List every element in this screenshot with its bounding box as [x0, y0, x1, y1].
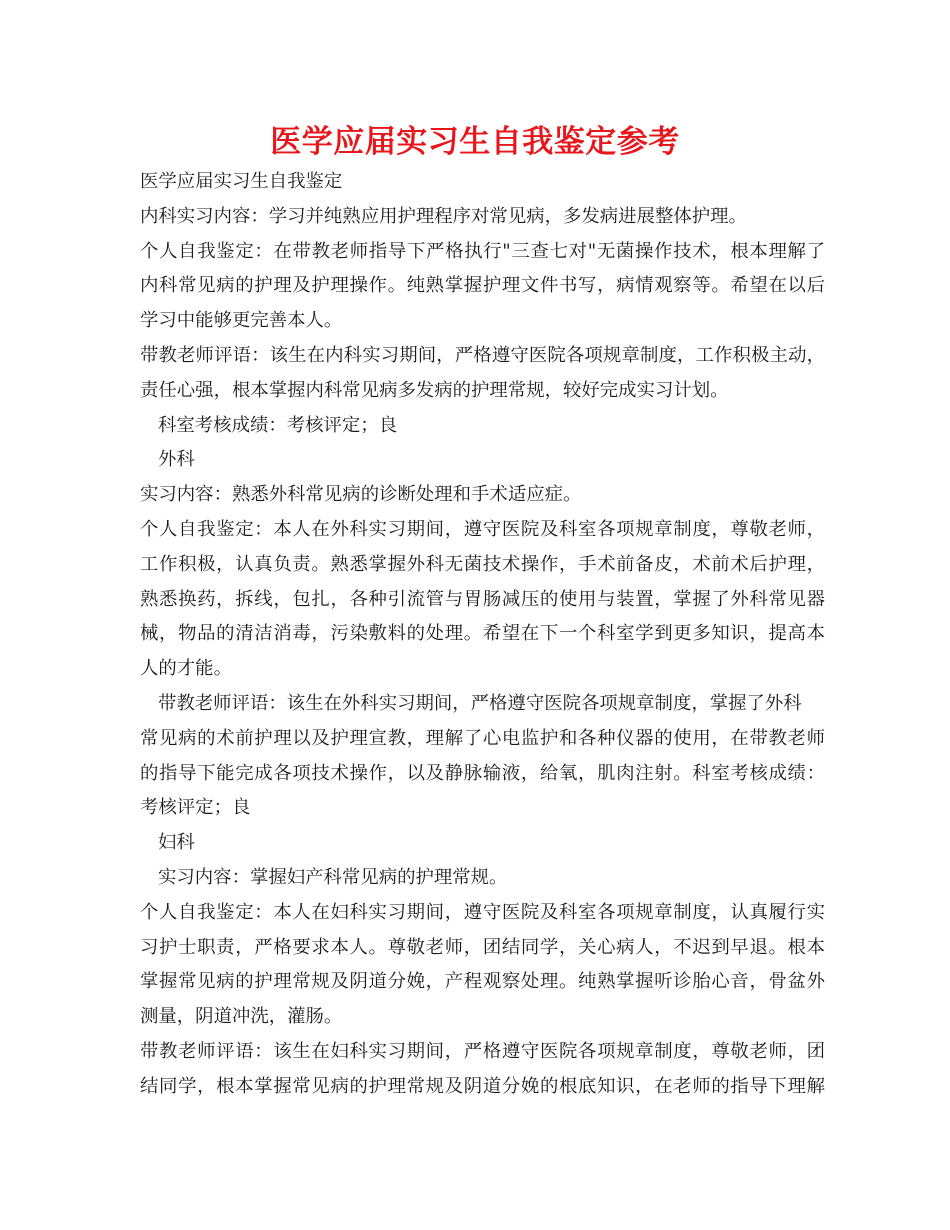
document-body — [140, 165, 825, 1105]
paragraph-line: 结同学，根本掌握常见病的护理常规及阴道分娩的根底知识，在老师的指导下理解 — [140, 1075, 825, 1097]
paragraph-line: 内科实习内容：学习并纯熟应用护理程序对常见病，多发病进展整体护理。 — [140, 205, 747, 227]
paragraph-line: 学习中能够更完善本人。 — [140, 310, 343, 332]
paragraph-line: 考核评定；良 — [140, 797, 251, 819]
document-title: 医学应届实习生自我鉴定参考 — [270, 124, 680, 160]
paragraph-line: 实习内容：掌握妇产科常见病的护理常规。 — [158, 866, 508, 888]
paragraph-line: 带教老师评语：该生在内科实习期间，严格遵守医院各项规章制度，工作积极主动， — [140, 344, 825, 366]
paragraph-line: 内科常见病的护理及护理操作。纯熟掌握护理文件书写，病情观察等。希望在以后 — [140, 275, 825, 297]
paragraph-line: 掌握常见病的护理常规及阴道分娩，产程观察处理。纯熟掌握听诊胎心音，骨盆外 — [140, 971, 825, 993]
section-heading: 妇科 — [158, 832, 195, 854]
paragraph-line: 工作积极，认真负责。熟悉掌握外科无菌技术操作，手术前备皮，术前术后护理， — [140, 553, 825, 575]
paragraph-line: 带教老师评语：该生在妇科实习期间，严格遵守医院各项规章制度，尊敬老师，团 — [140, 1040, 825, 1062]
paragraph-line: 个人自我鉴定：本人在外科实习期间，遵守医院及科室各项规章制度，尊敬老师， — [140, 518, 825, 540]
paragraph-line: 的指导下能完成各项技术操作，以及静脉输液，给氧，肌肉注射。科室考核成绩： — [140, 762, 825, 784]
section-heading: 外科 — [158, 449, 195, 471]
paragraph-line: 习护士职责，严格要求本人。尊敬老师，团结同学，关心病人，不迟到早退。根本 — [140, 936, 825, 958]
paragraph-line: 常见病的术前护理以及护理宣教，理解了心电监护和各种仪器的使用，在带教老师 — [140, 727, 825, 749]
paragraph-line: 个人自我鉴定：本人在妇科实习期间，遵守医院及科室各项规章制度，认真履行实 — [140, 901, 825, 923]
paragraph-line: 责任心强，根本掌握内科常见病多发病的护理常规，较好完成实习计划。 — [140, 379, 729, 401]
paragraph-line: 测量，阴道冲洗，灌肠。 — [140, 1006, 343, 1028]
paragraph-line: 熟悉换药，拆线，包扎，各种引流管与胃肠减压的使用与装置，掌握了外科常见器 — [140, 588, 825, 610]
paragraph-line: 带教老师评语：该生在外科实习期间，严格遵守医院各项规章制度，掌握了外科 — [158, 692, 802, 714]
paragraph-line: 医学应届实习生自我鉴定 — [140, 171, 343, 192]
paragraph-line: 科室考核成绩：考核评定；良 — [158, 414, 398, 436]
paragraph-line: 实习内容：熟悉外科常见病的诊断处理和手术适应症。 — [140, 484, 582, 506]
paragraph-line: 人的才能。 — [140, 658, 232, 680]
paragraph-line: 个人自我鉴定：在带教老师指导下严格执行"三查七对"无菌操作技术，根本理解了 — [140, 240, 825, 262]
paragraph-line: 械，物品的清洁消毒，污染敷料的处理。希望在下一个科室学到更多知识，提高本 — [140, 623, 825, 645]
